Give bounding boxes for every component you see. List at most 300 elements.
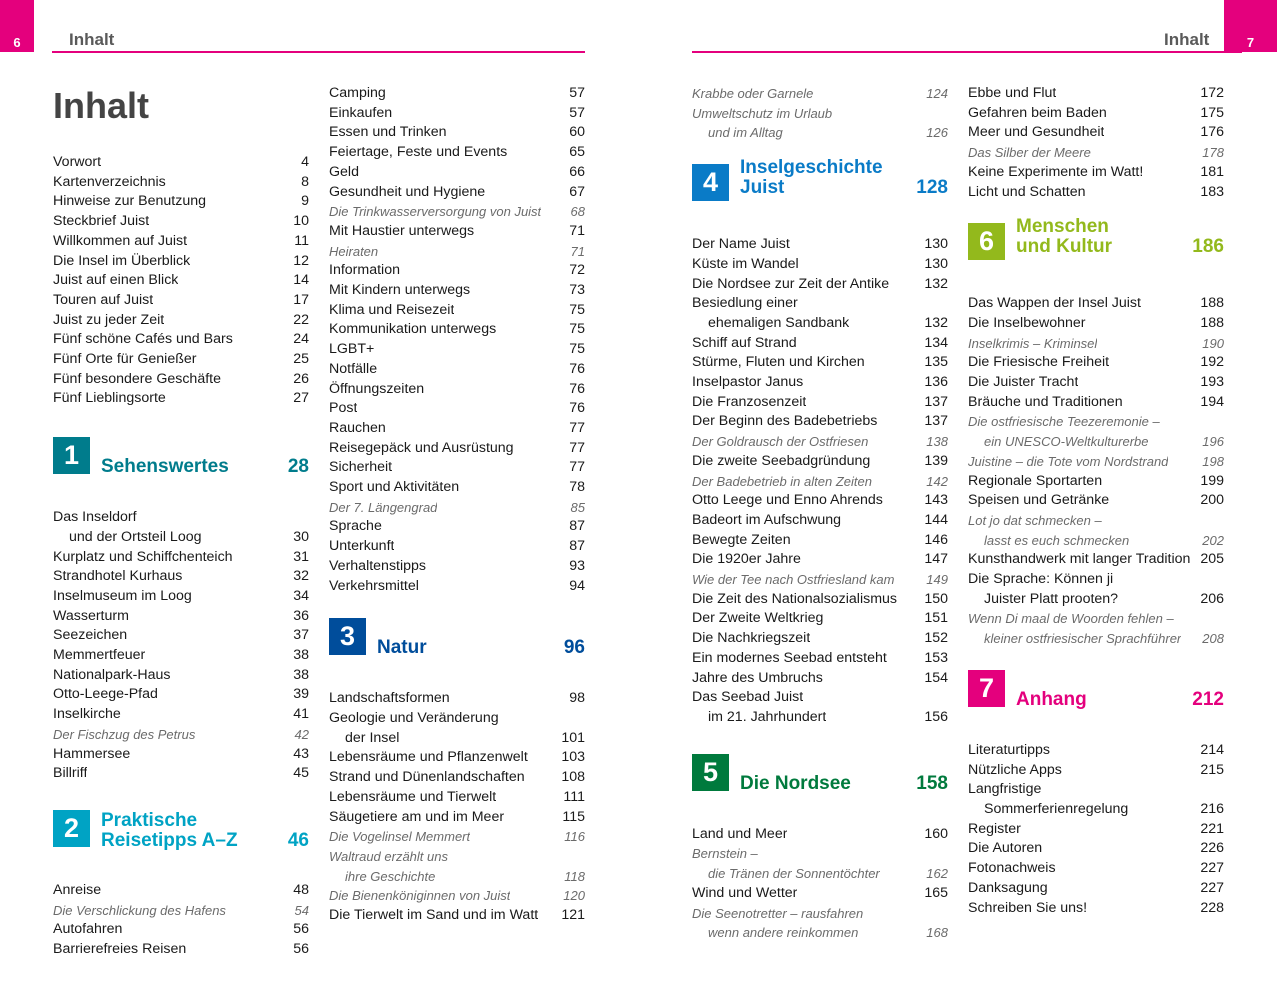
toc-entry-page [1218, 412, 1224, 432]
toc-entry-page: 93 [569, 557, 585, 574]
toc-entry [692, 864, 948, 884]
toc-entry [692, 609, 948, 629]
toc-entry [692, 294, 948, 314]
toc-entry-title: Verkehrsmittel [329, 577, 419, 594]
toc-entry [53, 567, 309, 587]
toc-entry-page: 76 [569, 400, 585, 417]
toc-entry-page: 77 [569, 439, 585, 456]
toc-entry-page: 149 [926, 572, 948, 588]
toc-entry-page [942, 904, 948, 924]
toc-entry-title: Willkommen auf Juist [53, 232, 188, 249]
toc-entry [329, 183, 585, 203]
toc-entry-title: ihre Geschichte [345, 868, 436, 884]
toc-entry-page: 87 [569, 538, 585, 555]
toc-entry-title: Touren auf Juist [53, 291, 154, 308]
toc-entry-title: Der Fischzug des Petrus [53, 726, 196, 742]
toc-entry-title: Meer und Gesundheit [968, 124, 1105, 141]
toc-entry-page: 48 [293, 881, 309, 898]
chapter-number-badge: 5 [692, 754, 729, 791]
toc-entry [53, 173, 309, 193]
toc-entry-title: Barrierefreies Reisen [53, 941, 187, 958]
chapter-number-badge: 4 [692, 164, 729, 201]
toc-entry-title: Besiedlung einer [692, 295, 798, 312]
chapter-page: 128 [916, 177, 948, 199]
toc-entry-page: 228 [1200, 899, 1224, 916]
toc-entry-title: Keine Experimente im Watt! [968, 163, 1144, 180]
toc-entry [968, 393, 1224, 413]
toc-entry-title: Reisegepäck und Ausrüstung [329, 439, 514, 456]
toc-entry [692, 825, 948, 845]
header-rule-right [692, 51, 1242, 53]
toc-entry [968, 84, 1224, 104]
toc-entry-title: Die Inselbewohner [968, 314, 1086, 331]
toc-entry [53, 311, 309, 331]
running-header-right: Inhalt [1164, 30, 1210, 49]
chapter-6-heading [968, 217, 1224, 294]
toc-entry-title: Literaturtipps [968, 741, 1051, 758]
toc-entry [329, 380, 585, 400]
toc-entry [968, 412, 1224, 432]
toc-entry [968, 123, 1224, 143]
toc-entry-page: 151 [924, 610, 948, 627]
toc-entry-title: lasst es euch schmecken [984, 532, 1130, 548]
toc-entry-title: Juister Platt prooten? [984, 590, 1119, 607]
toc-entry-title: Bräuche und Traditionen [968, 393, 1123, 410]
toc-entry-title: Säugetiere am und im Meer [329, 808, 505, 825]
toc-entry-title: ehemaligen Sandbank [708, 314, 850, 331]
chapter-title [740, 158, 883, 198]
toc-entry-page: 71 [569, 222, 585, 239]
page-number-right: 7 [1224, 0, 1277, 52]
toc-entry-title: wenn andere reinkommen [708, 925, 859, 941]
toc-entry-title: Die Verschlickung des Hafens [53, 902, 226, 918]
toc-entry [53, 212, 309, 232]
toc-entry [692, 550, 948, 570]
toc-entry-title: Öffnungszeiten [329, 380, 425, 397]
toc-entry-page: 57 [569, 85, 585, 101]
toc-entry [968, 294, 1224, 314]
toc-entry-title: LGBT+ [329, 341, 375, 358]
toc-entry-title: Die 1920er Jahre [692, 551, 801, 568]
chapter-title: Anhang [1016, 688, 1087, 710]
toc-entry-title: Jahre des Umbruchs [692, 669, 823, 686]
toc-entry-page: 178 [1202, 145, 1224, 161]
toc-entry-page: 227 [1200, 860, 1224, 877]
toc-entry-page: 120 [563, 888, 585, 904]
toc-entry [968, 570, 1224, 590]
toc-entry-title: Fünf Orte für Genießer [53, 351, 197, 368]
chapter-title: Die Nordsee [740, 772, 851, 794]
toc-entry [329, 537, 585, 557]
toc-entry-page: 75 [569, 341, 585, 358]
toc-entry-title: Lot jo dat schmecken – [968, 512, 1102, 528]
toc-entry-page: 138 [926, 434, 948, 450]
toc-entry-page: 126 [926, 125, 948, 141]
toc-entry-page: 38 [293, 666, 309, 683]
toc-entry [692, 511, 948, 531]
toc-entry-page: 152 [924, 630, 948, 647]
toc-entry-page: 72 [569, 262, 585, 279]
page-title: Inhalt [53, 85, 149, 126]
toc-entry [968, 104, 1224, 124]
toc-entry [968, 590, 1224, 610]
toc-entry [329, 748, 585, 768]
toc-entry [968, 879, 1224, 899]
toc-entry-page: 135 [924, 354, 948, 371]
toc-entry-page: 66 [569, 163, 585, 180]
toc-entry [329, 788, 585, 808]
toc-entry-title: Landschaftsformen [329, 690, 450, 707]
toc-entry-title: Fünf schöne Cafés und Bars [53, 331, 233, 348]
toc-entry-title: Der Goldrausch der Ostfriesen [692, 434, 869, 450]
toc-entry-title: Notfälle [329, 360, 378, 377]
toc-entry [53, 666, 309, 686]
toc-entry [329, 163, 585, 183]
toc-entry-page: 27 [293, 390, 309, 407]
toc-entry-title: Küste im Wandel [692, 255, 799, 272]
chapter-title [101, 811, 238, 851]
toc-entry-title: Die Friesische Freiheit [968, 354, 1110, 371]
toc-entry [329, 867, 585, 887]
toc-entry-title: Die Zeit des Nationalsozialismus [692, 590, 898, 607]
toc-entry-page: 153 [924, 649, 948, 666]
toc-entry [53, 764, 309, 784]
toc-entry-page: 216 [1200, 800, 1224, 817]
toc-entry-title: im 21. Jahrhundert [708, 708, 827, 725]
toc-entry-title: Krabbe oder Garnele [692, 86, 814, 101]
toc-entry [968, 452, 1224, 472]
toc-entry [53, 370, 309, 390]
toc-entry-title: Sicherheit [329, 459, 393, 476]
toc-entry-page: 215 [1200, 761, 1224, 778]
toc-entry-title: Die Sprache: Können ji [968, 571, 1114, 588]
toc-column-1 [53, 84, 309, 960]
toc-entry-title: Rauchen [329, 419, 386, 436]
toc-entry-title: Heiraten [329, 243, 379, 259]
toc-entry [968, 511, 1224, 531]
chapter-number-badge: 6 [968, 223, 1005, 260]
toc-entry-page: 134 [924, 334, 948, 351]
toc-entry-page: 31 [293, 548, 309, 565]
toc-entry [53, 901, 309, 921]
toc-entry-title: Strandhotel Kurhaus [53, 568, 183, 585]
toc-entry [968, 741, 1224, 761]
toc-entry-title: Speisen und Getränke [968, 492, 1110, 509]
toc-entry-title: Kartenverzeichnis [53, 173, 166, 190]
toc-entry-page: 208 [1202, 631, 1224, 647]
toc-entry-title: Die ostfriesische Teezeremonie – [968, 414, 1160, 430]
chapter-page: 186 [1192, 236, 1224, 258]
toc-entry-title: Juistine – die Tote vom Nordstrand [968, 453, 1169, 469]
toc-entry [692, 412, 948, 432]
toc-entry [329, 439, 585, 459]
toc-entry-page: 196 [1202, 434, 1224, 450]
toc-entry-title: Nützliche Apps [968, 761, 1062, 778]
toc-entry-page: 26 [293, 370, 309, 387]
toc-entry-page: 36 [293, 607, 309, 624]
toc-entry-page: 130 [924, 255, 948, 272]
toc-entry-page: 75 [569, 301, 585, 318]
toc-entry-page: 160 [924, 825, 948, 842]
toc-entry-page: 143 [924, 492, 948, 509]
chapter-4-entries [692, 235, 948, 728]
toc-entry-title: Unterkunft [329, 538, 395, 555]
toc-entry [968, 334, 1224, 354]
toc-entry-page: 101 [561, 729, 585, 746]
toc-entry [53, 685, 309, 705]
toc-entry-page: 154 [924, 669, 948, 686]
toc-column-2 [329, 84, 585, 926]
toc-entry [329, 281, 585, 301]
toc-entry-page [1218, 570, 1224, 590]
toc-entry-page: 60 [569, 124, 585, 141]
toc-entry-page [1218, 609, 1224, 629]
toc-entry-title: Fünf Lieblingsorte [53, 390, 166, 407]
toc-entry-title: Stürme, Fluten und Kirchen [692, 354, 865, 371]
toc-entry-title: Feiertage, Feste und Events [329, 144, 508, 161]
toc-intro-list [53, 153, 309, 409]
toc-entry-page: 202 [1202, 532, 1224, 548]
toc-entry [968, 373, 1224, 393]
toc-entry-title: Otto-Leege-Pfad [53, 686, 158, 703]
toc-entry-title: Klima und Reisezeit [329, 301, 455, 318]
toc-entry-title: Register [968, 820, 1021, 837]
toc-entry [329, 906, 585, 926]
toc-entry-title: Regionale Sportarten [968, 472, 1103, 489]
toc-entry-title: Wasserturm [53, 607, 129, 624]
toc-entry [692, 275, 948, 295]
toc-entry [329, 458, 585, 478]
toc-entry-page: 132 [924, 275, 948, 292]
toc-entry-page [1218, 780, 1224, 800]
toc-entry-page: 188 [1200, 314, 1224, 331]
toc-entry-page [1218, 511, 1224, 531]
toc-entry-page: 156 [924, 708, 948, 725]
toc-entry-page: 150 [924, 590, 948, 607]
toc-entry-title: Juist auf einen Blick [53, 272, 179, 289]
toc-entry-title: Die Franzosenzeit [692, 393, 807, 410]
toc-entry-page: 17 [293, 291, 309, 308]
toc-entry-title: Billriff [53, 765, 88, 782]
toc-entry [968, 800, 1224, 820]
toc-entry-page: 42 [294, 726, 309, 742]
toc-entry [968, 859, 1224, 879]
toc-entry-title: Anreise [53, 881, 102, 898]
toc-entry-title: Das Seebad Juist [692, 689, 804, 706]
toc-entry-page: 77 [569, 459, 585, 476]
toc-entry-page: 142 [926, 473, 948, 489]
chapter-3-entries-cont [692, 84, 948, 143]
toc-entry-title: Die Autoren [968, 840, 1043, 857]
toc-entry-title: Die Seenotretter – rausfahren [692, 905, 864, 921]
toc-entry-title: Inselkrimis – Kriminsel [968, 335, 1098, 351]
toc-entry-title: Sommerferienregelung [984, 800, 1129, 817]
chapter-title: Natur [377, 637, 427, 659]
toc-entry-page: 85 [570, 499, 585, 515]
chapter-title: Sehenswertes [101, 456, 229, 478]
toc-entry-title: Bewegte Zeiten [692, 531, 791, 548]
toc-entry-page: 65 [569, 144, 585, 161]
toc-entry-page: 56 [293, 921, 309, 938]
chapter-number-badge: 1 [53, 437, 90, 474]
toc-entry-page: 193 [1200, 374, 1224, 391]
toc-entry-title: Umweltschutz im Urlaub [692, 105, 833, 121]
toc-entry-title: Geld [329, 163, 359, 180]
toc-entry-page: 30 [293, 528, 309, 545]
toc-entry-page: 78 [569, 479, 585, 496]
toc-entry-page [942, 688, 948, 708]
toc-entry-page: 38 [293, 647, 309, 664]
toc-entry-page: 165 [924, 884, 948, 901]
toc-entry-page: 39 [293, 686, 309, 703]
chapter-2-heading [53, 804, 309, 881]
toc-entry-page: 8 [301, 173, 309, 190]
toc-entry-title: Steckbrief Juist [53, 213, 150, 230]
toc-entry [53, 153, 309, 173]
toc-entry-title: Ebbe und Flut [968, 85, 1057, 101]
toc-entry [53, 745, 309, 765]
toc-entry [692, 123, 948, 143]
toc-entry [53, 350, 309, 370]
toc-entry [329, 478, 585, 498]
toc-entry-page [942, 844, 948, 864]
toc-entry-page: 221 [1200, 820, 1224, 837]
chapter-2-entries-cont [329, 84, 585, 596]
toc-entry-page [942, 294, 948, 314]
header-rule-left [52, 51, 585, 53]
toc-entry-page: 132 [924, 314, 948, 331]
toc-entry-title: Waltraud erzählt uns [329, 848, 448, 864]
toc-entry-page: 71 [570, 243, 585, 259]
toc-entry [968, 609, 1224, 629]
toc-entry [692, 104, 948, 124]
chapter-page: 28 [287, 456, 309, 478]
toc-entry [53, 232, 309, 252]
toc-entry [968, 629, 1224, 649]
toc-entry [53, 607, 309, 627]
toc-entry [968, 780, 1224, 800]
toc-entry-title: Wind und Wetter [692, 884, 798, 901]
toc-entry-title: Nationalpark-Haus [53, 666, 171, 683]
chapter-3-heading [329, 612, 585, 689]
toc-entry-title: Schiff auf Strand [692, 334, 797, 351]
toc-entry-page: 10 [293, 213, 309, 230]
chapter-page: 212 [1192, 688, 1224, 710]
toc-entry-title: Der Name Juist [692, 236, 790, 253]
toc-entry [968, 472, 1224, 492]
chapter-7-heading [968, 664, 1224, 741]
toc-entry-page: 146 [924, 531, 948, 548]
toc-entry [53, 920, 309, 940]
toc-entry [692, 235, 948, 255]
toc-entry [329, 808, 585, 828]
toc-entry-page: 32 [293, 568, 309, 585]
toc-entry [692, 884, 948, 904]
toc-entry-page: 12 [293, 252, 309, 269]
toc-entry-title: Hammersee [53, 745, 131, 762]
right-page [638, 0, 1277, 1000]
chapter-number-badge: 3 [329, 618, 366, 655]
toc-entry-page: 22 [293, 311, 309, 328]
toc-entry [968, 353, 1224, 373]
toc-entry [329, 709, 585, 729]
toc-entry [53, 725, 309, 745]
toc-entry-page: 188 [1200, 295, 1224, 312]
toc-entry-title: Land und Meer [692, 825, 788, 842]
toc-entry-title: Der Beginn des Badebetriebs [692, 413, 878, 430]
toc-entry-title: Wie der Tee nach Ostfriesland kam [692, 572, 895, 588]
toc-entry [692, 590, 948, 610]
toc-entry [692, 688, 948, 708]
toc-entry-title: Strand und Dünenlandschaften [329, 769, 525, 786]
toc-entry [329, 320, 585, 340]
toc-entry-title: Inselpastor Janus [692, 374, 804, 391]
toc-entry [329, 84, 585, 104]
toc-entry-title: Badeort im Aufschwung [692, 511, 842, 528]
toc-entry-page: 14 [293, 272, 309, 289]
toc-entry [53, 940, 309, 960]
toc-entry-page: 183 [1200, 183, 1224, 200]
toc-entry [329, 689, 585, 709]
chapter-2-entries [53, 881, 309, 960]
toc-entry-title: Mit Kindern unterwegs [329, 282, 471, 299]
toc-column-4 [968, 84, 1224, 918]
toc-entry-title: Wenn Di maal de Woorden fehlen – [968, 611, 1174, 627]
toc-entry-page: 57 [569, 104, 585, 121]
toc-entry-title: Das Wappen der Insel Juist [968, 295, 1141, 312]
toc-entry-page: 54 [294, 902, 309, 918]
toc-entry [329, 123, 585, 143]
toc-entry [53, 705, 309, 725]
toc-entry [692, 452, 948, 472]
toc-entry-page: 205 [1200, 551, 1224, 568]
toc-entry-page: 43 [293, 745, 309, 762]
chapter-page: 158 [916, 772, 948, 794]
toc-entry [692, 353, 948, 373]
toc-entry-title: Lebensräume und Tierwelt [329, 788, 497, 805]
toc-entry-page: 116 [564, 829, 585, 845]
toc-entry-title: Inselkirche [53, 706, 121, 723]
toc-entry [692, 334, 948, 354]
toc-entry [53, 330, 309, 350]
toc-entry [53, 389, 309, 409]
toc-entry-page: 98 [569, 690, 585, 707]
toc-entry-page: 162 [926, 866, 948, 882]
toc-entry-page: 108 [561, 769, 585, 786]
toc-entry-title: Inselmuseum im Loog [53, 587, 192, 604]
toc-entry-title: kleiner ostfriesischer Sprachführer [984, 631, 1182, 647]
toc-entry-title: Licht und Schatten [968, 183, 1086, 200]
toc-entry [968, 761, 1224, 781]
toc-entry [692, 570, 948, 590]
toc-entry [692, 708, 948, 728]
toc-entry [329, 847, 585, 867]
toc-entry [329, 517, 585, 537]
toc-entry-page [942, 104, 948, 124]
toc-entry [329, 498, 585, 518]
toc-entry-page: 181 [1200, 163, 1224, 180]
toc-entry [53, 291, 309, 311]
toc-entry-page: 94 [569, 577, 585, 594]
toc-entry-page: 76 [569, 380, 585, 397]
toc-entry-page: 115 [562, 808, 585, 825]
toc-entry [329, 301, 585, 321]
toc-entry [692, 84, 948, 104]
toc-entry-page: 77 [569, 419, 585, 436]
toc-entry-title: Die Bienenköniginnen von Juist [329, 888, 511, 904]
chapter-title-line-2: Juist [740, 177, 785, 199]
toc-entry [692, 393, 948, 413]
